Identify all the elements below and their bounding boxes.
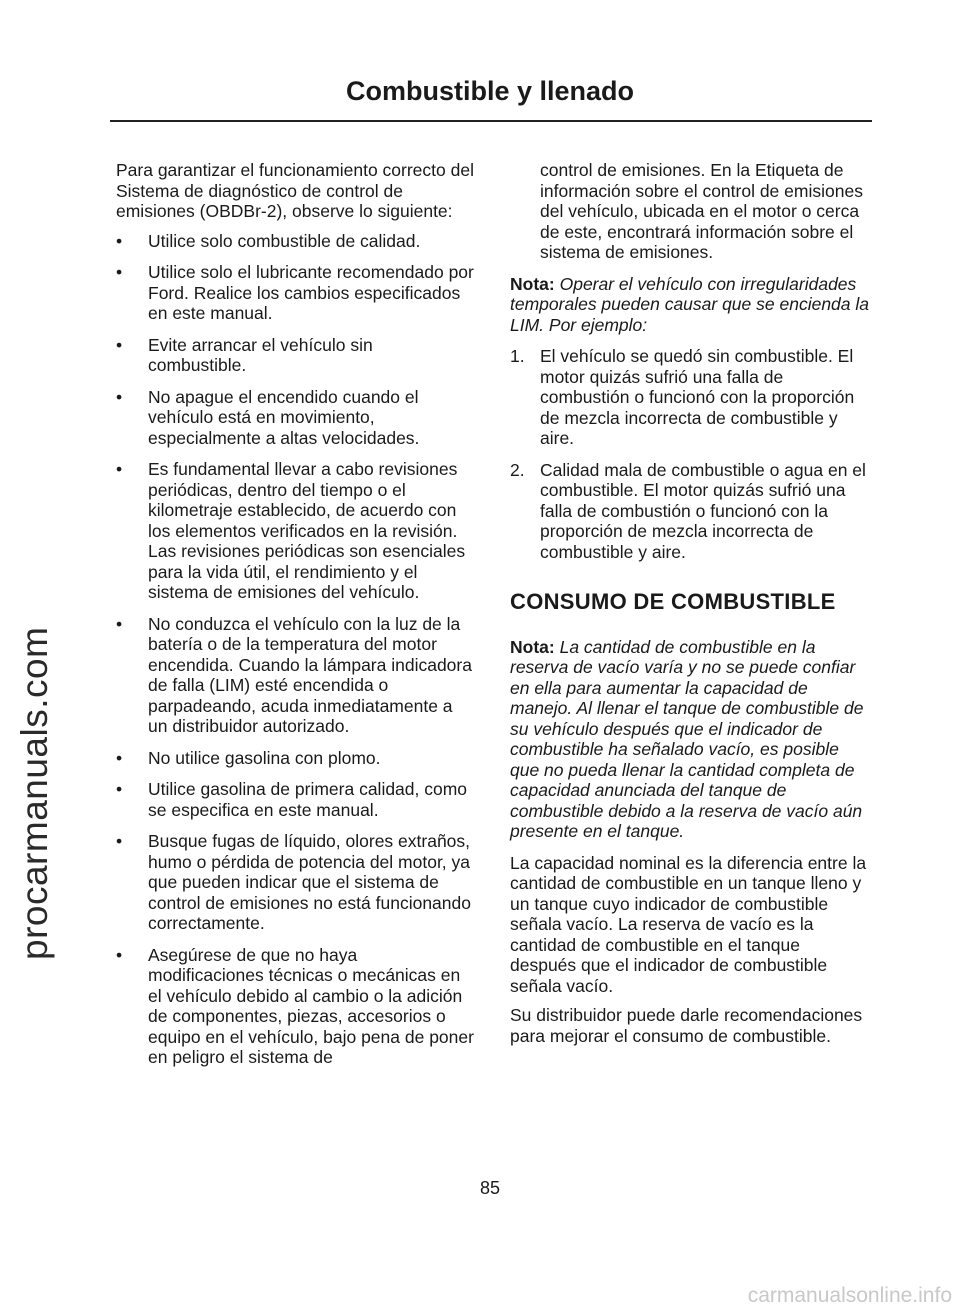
item-number: 1. <box>510 346 525 366</box>
item-text: El vehículo se quedó sin combustible. El motor quizás sufrió una falla de combustión o funcionó con la proporción de mezcla incorrecta de combustible y aire. <box>540 346 855 448</box>
side-watermark: procarmanuals.com <box>14 626 55 960</box>
right-column <box>510 160 870 1055</box>
bullet-text: Utilice gasolina de primera calidad, como se especifica en este manual. <box>148 779 468 820</box>
note-label: Nota: <box>510 636 555 657</box>
item-text: Calidad mala de combustible o agua en el combustible. El motor quizás sufrió una falla de combustión o funcionó con la proporción de mezcla incorrecta de combustible y aire. <box>540 459 866 562</box>
body-paragraph: Su distribuidor puede darle recomendaciones para mejorar el consumo de combustible. <box>510 1005 863 1046</box>
bullet-item <box>116 231 474 252</box>
note-paragraph <box>510 637 870 842</box>
bullet-mark: • <box>116 386 123 407</box>
bullet-text: No apague el encendido cuando el vehículo está en movimiento, especialmente a altas velocidades. <box>148 386 420 448</box>
bullet-mark: • <box>116 831 123 851</box>
bullet-item <box>116 459 474 603</box>
bullet-mark: • <box>116 944 123 965</box>
bullet-text: Asegúrese de que no haya modificaciones técnicas o mecánicas en el vehículo debido al cambio o la adición de componentes, piezas, accesorios o equipo en el vehículo, bajo pena de poner en peligro el sistema de <box>148 944 474 1067</box>
note-text: La cantidad de combustible en la reserva de vacío varía y no se puede confiar en ella para aumentar la capacidad de manejo. Al llenar el tanque de combustible de su vehículo después que el indicador de combustible ha señalado vacío, es posible que no pueda llenar la cantidad completa de capacidad anunciada del tanque de combustible debido a la reserva de vacío aún presente en el tanque. <box>510 636 864 841</box>
item-number: 2. <box>510 459 525 480</box>
intro-paragraph: Para garantizar el funcionamiento correcto del Sistema de diagnóstico de control de emisiones (OBDBr-2), observe lo siguiente: <box>116 160 474 221</box>
page-title: Combustible y llenado <box>345 76 635 106</box>
note-label: Nota: <box>510 273 555 294</box>
bullet-mark: • <box>116 230 123 251</box>
bullet-item <box>116 779 474 820</box>
bullet-mark: • <box>116 262 123 282</box>
page-number: 85 <box>479 1178 501 1198</box>
bullet-mark: • <box>116 459 123 479</box>
bullet-text: Es fundamental llevar a cabo revisiones periódicas, dentro del tiempo o el kilometraje establecido, de acuerdo con los elementos verificados en la revisión. Las revisiones periódicas son esenciales para la vida útil, el rendimiento y el sistema de emisiones del vehículo. <box>148 459 466 602</box>
bullet-list <box>116 231 474 1068</box>
bullet-mark: • <box>116 779 123 799</box>
note-text: Operar el vehículo con irregularidades temporales pueden causar que se encienda la LIM. Por ejemplo: <box>510 273 869 335</box>
bullet-item <box>116 831 474 934</box>
left-column <box>116 160 474 1079</box>
bullet-text: Utilice solo combustible de calidad. <box>148 230 421 251</box>
bullet-mark: • <box>116 747 123 768</box>
bullet-text: Utilice solo el lubricante recomendado por Ford. Realice los cambios especificados en este manual. <box>148 262 474 323</box>
continued-bullet-text: control de emisiones. En la Etiqueta de información sobre el control de emisiones del vehículo, ubicada en el motor o cerca de este, encontrará información sobre el sistema de emisiones. <box>540 160 863 262</box>
numbered-item <box>510 460 870 563</box>
bullet-item <box>116 335 474 376</box>
bullet-item <box>116 387 474 449</box>
bullet-mark: • <box>116 334 123 355</box>
note-paragraph <box>510 274 870 336</box>
title-divider <box>110 120 872 122</box>
bullet-text: Busque fugas de líquido, olores extraños, humo o pérdida de potencia del motor, ya que pueden indicar que el sistema de control de emisiones no está funcionando correctamente. <box>148 831 471 933</box>
bullet-item <box>116 614 474 737</box>
bullet-text: No utilice gasolina con plomo. <box>148 747 381 768</box>
bullet-mark: • <box>116 613 123 634</box>
bullet-text: Evite arrancar el vehículo sin combustible. <box>148 334 373 375</box>
bottom-watermark: carmanualsonline.info <box>747 1284 952 1307</box>
bullet-item <box>116 262 474 324</box>
bullet-item <box>116 945 474 1068</box>
bullet-item <box>116 748 474 769</box>
numbered-list <box>510 346 870 562</box>
numbered-item <box>510 346 870 449</box>
section-heading: CONSUMO DE COMBUSTIBLE <box>510 589 836 614</box>
body-paragraph: La capacidad nominal es la diferencia entre la cantidad de combustible en un tanque lleno y un tanque cuyo indicador de combustible señala vacío. La reserva de vacío es la cantidad de combustible en el tanque después que el indicador de combustible señala vacío. <box>510 852 867 996</box>
bullet-text: No conduzca el vehículo con la luz de la batería o de la temperatura del motor encendida. Cuando la lámpara indicadora de falla (LIM) esté encendida o parpadeando, acuda inmediatamente a un distribuidor autorizado. <box>148 613 472 736</box>
